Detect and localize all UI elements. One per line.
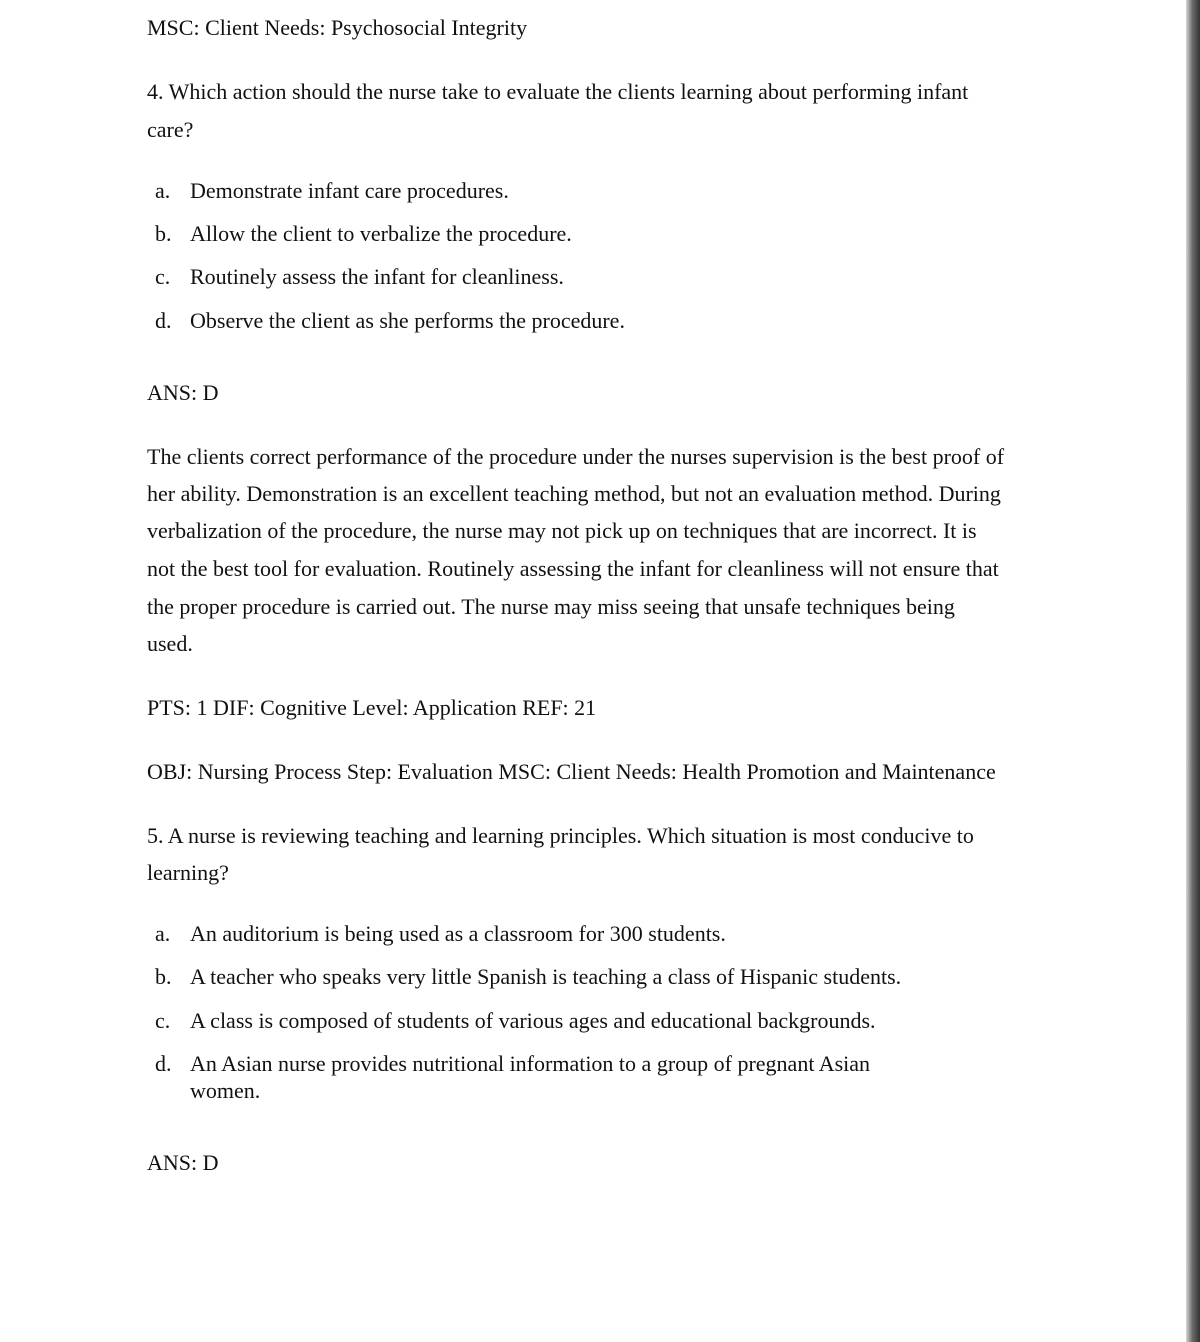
question-4-option-d [155, 308, 625, 334]
option-letter: b. [155, 964, 172, 989]
option-text: Routinely assess the infant for cleanliness. [190, 264, 564, 289]
rationale-line: used. [147, 631, 193, 656]
question-5-option-a [155, 921, 726, 947]
question-4-obj-line: OBJ: Nursing Process Step: Evaluation MSC: Client Needs: Health Promotion and Maintenance [147, 759, 996, 784]
rationale-line: verbalization of the procedure, the nurse may not pick up on techniques that are incorrect. It is [147, 518, 977, 543]
question-4-option-b [155, 221, 572, 247]
rationale-line: her ability. Demonstration is an excellent teaching method, but not an evaluation method. During [147, 481, 1001, 506]
option-text: Allow the client to verbalize the procedure. [190, 221, 572, 246]
option-letter: a. [155, 178, 171, 203]
question-5-option-d [155, 1051, 870, 1077]
msc-header-line: MSC: Client Needs: Psychosocial Integrity [147, 15, 528, 40]
page-edge-shadow [1186, 0, 1200, 1342]
question-4-answer: ANS: D [147, 380, 219, 405]
rationale-line: The clients correct performance of the procedure under the nurses supervision is the best proof of [147, 444, 1005, 469]
option-letter: d. [155, 1051, 172, 1076]
question-4-stem-line-1: 4. Which action should the nurse take to evaluate the clients learning about performing infant [147, 79, 969, 104]
question-4-pts-line: PTS: 1 DIF: Cognitive Level: Application REF: 21 [147, 695, 597, 720]
rationale-line: the proper procedure is carried out. The nurse may miss seeing that unsafe techniques being [147, 594, 955, 619]
option-letter: c. [155, 1008, 171, 1033]
option-text: A teacher who speaks very little Spanish is teaching a class of Hispanic students. [190, 964, 902, 989]
question-4-option-a [155, 178, 509, 204]
question-5-stem-line-2: learning? [147, 860, 229, 885]
option-letter: d. [155, 308, 172, 333]
rationale-line: not the best tool for evaluation. Routinely assessing the infant for cleanliness will not ensure that [147, 556, 999, 581]
option-text: Observe the client as she performs the procedure. [190, 308, 625, 333]
question-5-stem-line-1: 5. A nurse is reviewing teaching and learning principles. Which situation is most conducive to [147, 823, 974, 848]
option-text: A class is composed of students of various ages and educational backgrounds. [190, 1008, 876, 1033]
option-letter: c. [155, 264, 171, 289]
option-letter: b. [155, 221, 172, 246]
question-5-answer: ANS: D [147, 1150, 219, 1175]
option-text: An auditorium is being used as a classroom for 300 students. [190, 921, 726, 946]
option-text: Demonstrate infant care procedures. [190, 178, 509, 203]
option-text: An Asian nurse provides nutritional information to a group of pregnant Asian [190, 1051, 871, 1076]
question-4-stem-line-2: care? [147, 117, 194, 142]
question-5-option-c [155, 1008, 876, 1034]
question-5-option-d-continuation: women. [190, 1078, 261, 1103]
question-5-option-b [155, 964, 901, 990]
option-letter: a. [155, 921, 171, 946]
question-4-option-c [155, 264, 564, 290]
